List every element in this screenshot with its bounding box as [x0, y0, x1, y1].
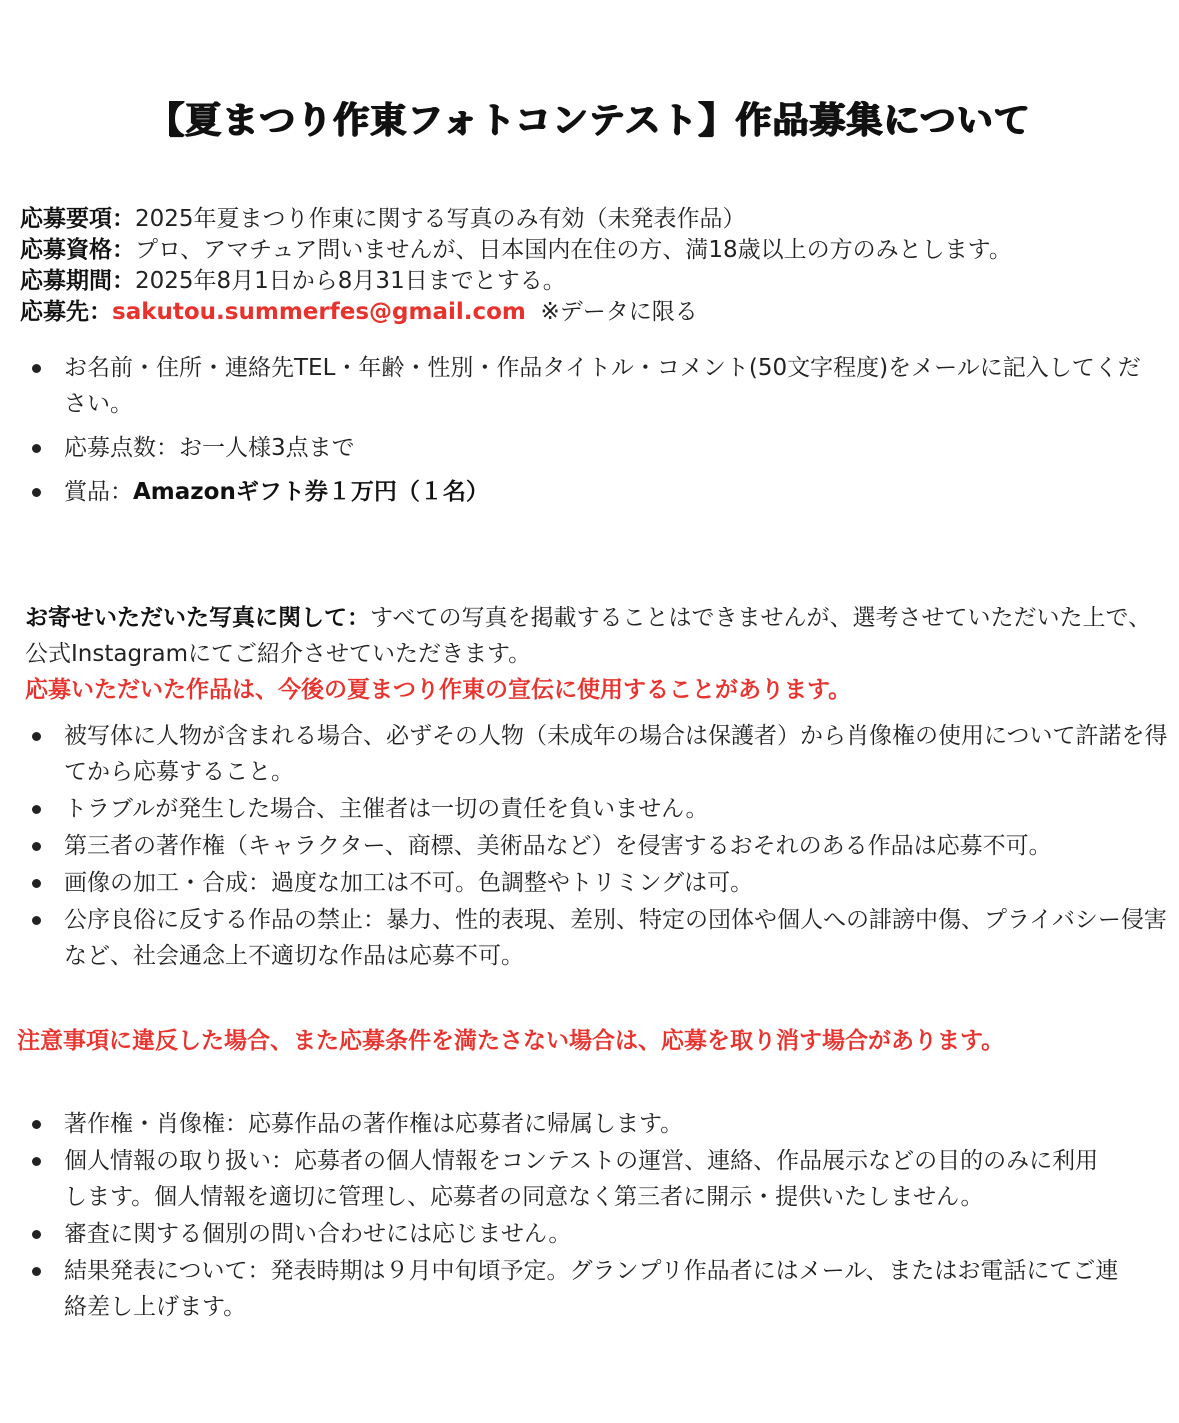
list-item: 被写体に人物が含まれる場合、必ずその人物（未成年の場合は保護者）から肖像権の使用について許諾を得てから応募すること。 — [20, 718, 1175, 790]
requirement-label: 応募要項： — [20, 206, 135, 232]
contact-email[interactable]: sakutou.summerfes@gmail.com — [112, 299, 526, 325]
requirement-label: 応募資格： — [20, 237, 135, 263]
page-title: 【夏まつり作東フォトコンテスト】作品募集について — [148, 100, 1031, 141]
prize-label: 賞品： — [64, 479, 133, 505]
list-item: 応募点数：お一人様3点まで — [20, 430, 1150, 466]
requirement-label: 応募先： — [20, 299, 112, 325]
list-item: 著作権・肖像権：応募作品の著作権は応募者に帰属します。 — [20, 1106, 1120, 1142]
list-item: 公序良俗に反する作品の禁止：暴力、性的表現、差別、特定の団体や個人への誹謗中傷、プライバシー侵害など、社会通念上不適切な作品は応募不可。 — [20, 902, 1175, 974]
photo-policy-label: お寄せいただいた写真に関して： — [25, 605, 370, 631]
list-item — [20, 474, 1150, 510]
list-item: 結果発表について：発表時期は９月中旬頃予定。グランプリ作品者にはメール、またはお電話にてご連絡差し上げます。 — [20, 1253, 1120, 1325]
requirement-row — [20, 297, 1170, 328]
spacer-text — [526, 299, 541, 325]
requirement-text: 2025年8月1日から8月31日までとする。 — [135, 268, 566, 294]
terms-list — [20, 1106, 1120, 1326]
list-item: 画像の加工・合成：過度な加工は不可。色調整やトリミングは可。 — [20, 865, 1175, 901]
prize-value: Amazonギフト券１万円（１名） — [133, 479, 489, 505]
requirement-note: ※データに限る — [540, 299, 698, 325]
requirement-row — [20, 235, 1170, 266]
requirement-row — [20, 266, 1170, 297]
list-item: 審査に関する個別の問い合わせには応じません。 — [20, 1216, 1120, 1252]
requirements-block — [20, 204, 1170, 328]
requirement-text: 2025年夏まつり作東に関する写真のみ有効（未発表作品） — [135, 206, 746, 232]
list-item: 個人情報の取り扱い：応募者の個人情報をコンテストの運営、連絡、作品展示などの目的のみに利用します。個人情報を適切に管理し、応募者の同意なく第三者に開示・提供いたしません。 — [20, 1143, 1120, 1215]
rules-list — [20, 718, 1175, 975]
entry-details-list — [20, 350, 1150, 518]
requirement-row — [20, 204, 1170, 235]
photo-policy-text: すべての写真を掲載することはできませんが、選考させていただいた上で、公式Instagramにてご紹介させていただきます。 — [25, 605, 1152, 667]
cancellation-warning: 注意事項に違反した場合、また応募条件を満たさない場合は、応募を取り消す場合があります。 — [17, 1028, 1005, 1054]
requirement-label: 応募期間： — [20, 268, 135, 294]
list-item: トラブルが発生した場合、主催者は一切の責任を負いません。 — [20, 791, 1175, 827]
photo-policy-block — [25, 600, 1165, 708]
list-item: 第三者の著作権（キャラクター、商標、美術品など）を侵害するおそれのある作品は応募不可。 — [20, 828, 1175, 864]
usage-notice: 応募いただいた作品は、今後の夏まつり作東の宣伝に使用することがあります。 — [25, 677, 852, 703]
requirement-text: プロ、アマチュア問いませんが、日本国内在住の方、満18歳以上の方のみとします。 — [135, 237, 1012, 263]
list-item: お名前・住所・連絡先TEL・年齢・性別・作品タイトル・コメント(50文字程度)をメールに記入してください。 — [20, 350, 1150, 422]
